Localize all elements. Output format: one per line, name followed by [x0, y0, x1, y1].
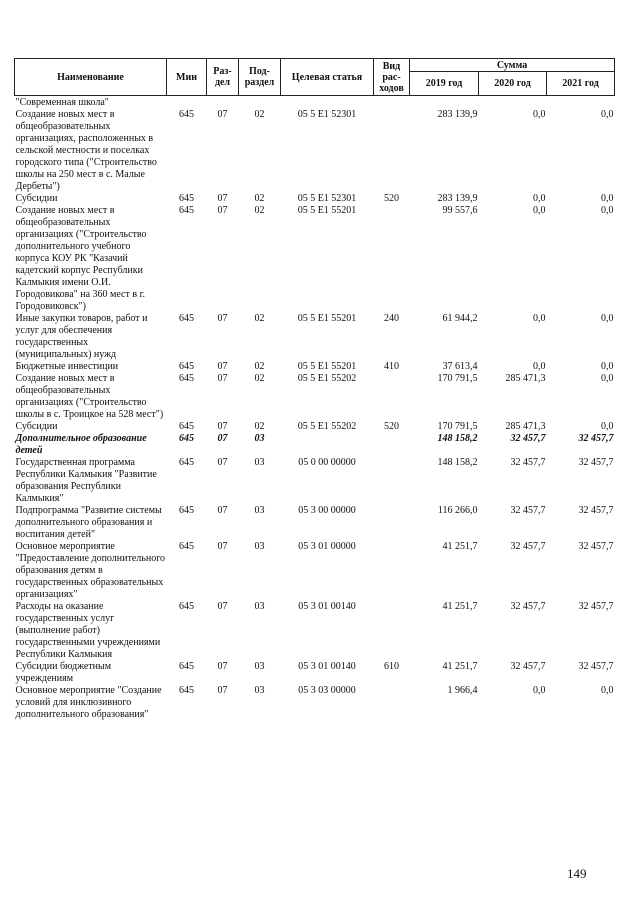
row-razdel: 07 [217, 505, 228, 516]
row-2021: 0,0 [601, 205, 614, 216]
row-razdel: 07 [217, 205, 228, 216]
row-podrazdel: 02 [254, 109, 265, 120]
table-row [15, 373, 615, 421]
row-2021: 0,0 [601, 313, 614, 324]
header-2020: 2020 год [479, 72, 547, 96]
row-razdel: 07 [217, 541, 228, 552]
row-2020: 285 471,3 [505, 373, 546, 384]
row-vid [374, 433, 410, 457]
row-target: 05 3 01 00140 [298, 601, 356, 612]
row-min: 645 [179, 685, 194, 696]
row-name: Бюджетные инвестиции [15, 361, 119, 372]
row-target: 05 3 01 00140 [298, 661, 356, 672]
table-body [15, 96, 615, 722]
row-2021: 0,0 [601, 361, 614, 372]
row-podrazdel: 02 [254, 193, 265, 204]
table-row [15, 193, 615, 205]
row-vid: 610 [384, 661, 399, 672]
table-row [15, 361, 615, 373]
table-row [15, 505, 615, 541]
header-vid: Вид рас-ходов [374, 59, 410, 96]
row-target: 05 5 E1 52301 [297, 193, 357, 204]
row-min: 645 [179, 457, 194, 468]
row-2019: 283 139,9 [437, 109, 478, 120]
row-podrazdel: 03 [254, 601, 265, 612]
row-2020: 32 457,7 [510, 541, 546, 552]
table-row [15, 685, 615, 721]
row-podrazdel: 03 [254, 661, 265, 672]
row-2019: 170 791,5 [437, 421, 478, 432]
row-vid [374, 685, 410, 721]
row-2019: 41 251,7 [442, 661, 478, 672]
row-2019: 148 158,2 [437, 433, 478, 444]
row-min: 645 [179, 421, 194, 432]
header-name: Наименование [15, 59, 167, 96]
table-row [15, 313, 615, 361]
row-vid: 410 [384, 361, 399, 372]
row-min: 645 [179, 361, 194, 372]
row-name: Создание новых мест в общеобразовательных организациях ("Строительство школы в с. Троицкое на 528 мест") [15, 373, 164, 420]
row-podrazdel: 02 [254, 313, 265, 324]
row-podrazdel: 02 [254, 205, 265, 216]
row-2020: 0,0 [533, 205, 546, 216]
row-min: 645 [179, 601, 194, 612]
row-2021 [547, 96, 615, 110]
row-razdel: 07 [217, 109, 228, 120]
budget-table [14, 58, 615, 721]
row-2019: 61 944,2 [442, 313, 478, 324]
row-min: 645 [179, 373, 194, 384]
row-target: 05 5 E1 55202 [297, 421, 357, 432]
row-target [281, 433, 374, 457]
row-target: 05 5 E1 55201 [297, 313, 357, 324]
row-2021: 0,0 [601, 685, 614, 696]
header-podrazdel: Под-раздел [239, 59, 281, 96]
row-vid [374, 601, 410, 661]
row-target: 05 5 E1 55201 [297, 361, 357, 372]
row-name: Расходы на оказание государственных услуг (выполнение работ) государственными учреждениями Республики Калмыкия [15, 601, 161, 660]
row-2021: 0,0 [601, 109, 614, 120]
row-podrazdel: 03 [254, 505, 265, 516]
row-min: 645 [179, 193, 194, 204]
row-2021: 0,0 [601, 373, 614, 384]
row-min: 645 [179, 541, 194, 552]
row-min: 645 [179, 433, 194, 444]
row-razdel: 07 [217, 313, 228, 324]
row-min: 645 [179, 205, 194, 216]
row-min: 645 [179, 661, 194, 672]
row-2019: 148 158,2 [437, 457, 478, 468]
row-2021: 32 457,7 [578, 601, 614, 612]
table-row [15, 601, 615, 661]
row-name: "Современная школа" [15, 97, 109, 108]
row-2020: 0,0 [533, 685, 546, 696]
row-min: 645 [179, 505, 194, 516]
table-row [15, 541, 615, 601]
row-podrazdel: 02 [254, 361, 265, 372]
row-2021: 32 457,7 [578, 457, 614, 468]
row-2019: 37 613,4 [442, 361, 478, 372]
row-2021: 32 457,7 [578, 433, 614, 444]
row-2019: 99 557,6 [442, 205, 478, 216]
row-name: Основное мероприятие "Создание условий для инклюзивного дополнительного образования" [15, 685, 162, 720]
row-min: 645 [179, 313, 194, 324]
row-razdel: 07 [217, 373, 228, 384]
row-podrazdel: 03 [254, 457, 265, 468]
header-2021: 2021 год [547, 72, 615, 96]
row-name: Государственная программа Республики Калмыкия "Развитие образования Республики Калмыкия" [15, 457, 157, 504]
row-2019: 1 966,4 [447, 685, 478, 696]
table-header [15, 59, 615, 96]
row-vid [374, 205, 410, 313]
header-sum: Сумма [410, 59, 615, 72]
row-min: 645 [179, 109, 194, 120]
row-2020: 32 457,7 [510, 601, 546, 612]
row-target: 05 3 01 00000 [298, 541, 356, 552]
row-razdel: 07 [217, 421, 228, 432]
row-2020: 285 471,3 [505, 421, 546, 432]
table-row [15, 433, 615, 457]
row-vid [374, 109, 410, 193]
row-2020: 0,0 [533, 193, 546, 204]
row-2019: 170 791,5 [437, 373, 478, 384]
table-row [15, 457, 615, 505]
row-2019 [410, 96, 479, 110]
row-name: Создание новых мест в общеобразовательных организациях, расположенных в сельской местности и поселках городского типа ("Строительство школы на 250 мест в с. Малые Дербеты") [15, 109, 157, 192]
row-vid: 520 [384, 421, 399, 432]
row-name: Основное мероприятие "Предоставление дополнительного образования детям в государственных образовательных организациях" [15, 541, 166, 600]
row-name: Иные закупки товаров, работ и услуг для обеспечения государственных (муниципальных) нужд [15, 313, 148, 360]
row-podrazdel: 03 [254, 685, 265, 696]
table-row [15, 205, 615, 313]
row-vid [374, 457, 410, 505]
row-target: 05 0 00 00000 [298, 457, 356, 468]
row-name: Субсидии [15, 193, 58, 204]
row-2020 [479, 96, 547, 110]
row-vid [374, 541, 410, 601]
row-vid [374, 505, 410, 541]
row-2020: 0,0 [533, 313, 546, 324]
row-2020: 32 457,7 [510, 433, 546, 444]
page-number: 149 [567, 866, 587, 881]
row-razdel: 07 [217, 685, 228, 696]
row-target: 05 3 03 00000 [298, 685, 356, 696]
row-vid [374, 96, 410, 110]
row-target: 05 5 E1 55201 [297, 205, 357, 216]
table-row [15, 109, 615, 193]
row-vid [374, 373, 410, 421]
row-razdel: 07 [217, 601, 228, 612]
table-row [15, 96, 615, 110]
row-razdel: 07 [217, 193, 228, 204]
row-name: Субсидии бюджетным учреждениям [15, 661, 112, 684]
table-row [15, 661, 615, 685]
row-2021: 0,0 [601, 421, 614, 432]
row-target: 05 5 E1 55202 [297, 373, 357, 384]
row-podrazdel: 02 [254, 421, 265, 432]
row-min [167, 96, 207, 110]
row-2020: 32 457,7 [510, 457, 546, 468]
row-2019: 41 251,7 [442, 541, 478, 552]
row-2019: 41 251,7 [442, 601, 478, 612]
row-razdel [207, 96, 239, 110]
row-razdel: 07 [217, 361, 228, 372]
row-podrazdel: 03 [254, 541, 265, 552]
row-name: Субсидии [15, 421, 58, 432]
row-razdel: 07 [217, 457, 228, 468]
row-2021: 0,0 [601, 193, 614, 204]
row-podrazdel: 02 [254, 373, 265, 384]
row-2020: 0,0 [533, 361, 546, 372]
row-2020: 32 457,7 [510, 505, 546, 516]
row-target: 05 5 E1 52301 [297, 109, 357, 120]
row-2020: 0,0 [533, 109, 546, 120]
row-podrazdel: 03 [254, 433, 265, 444]
row-2019: 283 139,9 [437, 193, 478, 204]
row-target [281, 96, 374, 110]
header-razdel: Раз-дел [207, 59, 239, 96]
header-min: Мин [167, 59, 207, 96]
row-name: Дополнительное образование детей [15, 433, 147, 456]
row-name: Подпрограмма "Развитие системы дополнительного образования и воспитания детей" [15, 505, 162, 540]
row-name: Создание новых мест в общеобразовательных организациях ("Строительство дополнительного учебного корпуса КОУ РК "Казачий кадетский корпус Республики Калмыкия имени О.И. Городовикова" на 360 мест в г. Городовиковск") [15, 205, 147, 312]
row-vid: 240 [384, 313, 399, 324]
row-2019: 116 266,0 [437, 505, 478, 516]
row-razdel: 07 [217, 433, 228, 444]
row-target: 05 3 00 00000 [298, 505, 356, 516]
header-target: Целевая статья [281, 59, 374, 96]
row-2021: 32 457,7 [578, 541, 614, 552]
header-2019: 2019 год [410, 72, 479, 96]
row-podrazdel [239, 96, 281, 110]
row-2020: 32 457,7 [510, 661, 546, 672]
table-row [15, 421, 615, 433]
row-razdel: 07 [217, 661, 228, 672]
row-vid: 520 [384, 193, 399, 204]
row-2021: 32 457,7 [578, 661, 614, 672]
row-2021: 32 457,7 [578, 505, 614, 516]
